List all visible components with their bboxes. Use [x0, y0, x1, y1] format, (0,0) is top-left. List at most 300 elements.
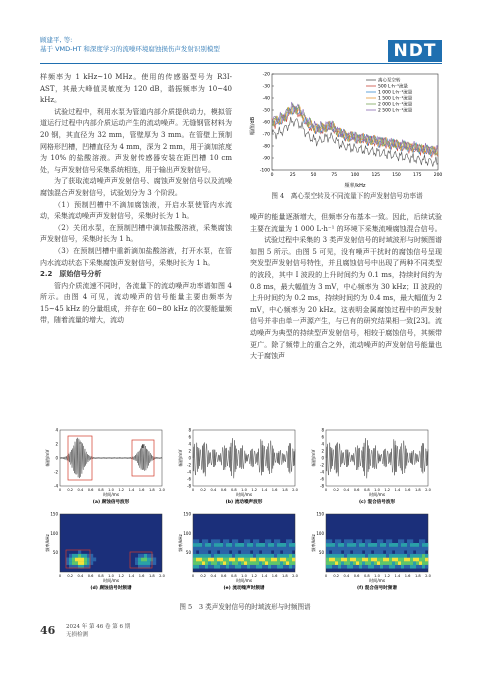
- fig5-spectrogram-cell: [326, 550, 329, 554]
- fig5-spectrogram-cell: [292, 554, 295, 558]
- fig5-spectrogram-cell: [332, 554, 335, 558]
- header-authors: 顾建平, 等:: [40, 36, 73, 44]
- fig5-spectrogram-cell: [283, 554, 286, 558]
- fig5-spectrogram-cell: [416, 565, 419, 569]
- fig5-spectrogram-cell: [250, 565, 253, 569]
- header-rule: [40, 63, 442, 64]
- fig5-spectrogram-cell: [69, 558, 72, 562]
- fig5-ytick-label: 50: [52, 550, 58, 556]
- fig5-spectrogram-cell: [66, 561, 69, 565]
- fig5-spectrogram-cell: [374, 554, 377, 558]
- fig5-ytick-label: 4: [55, 427, 58, 433]
- fig5-xtick-label: 0.8: [363, 488, 370, 492]
- fig5-spectrogram-cell: [410, 558, 413, 562]
- fig5-spectrogram-cell: [410, 547, 413, 551]
- fig5-spectrogram-cell: [223, 547, 226, 551]
- fig5-spectrogram-cell: [229, 565, 232, 569]
- fig5-spectrogram-cell: [359, 561, 362, 565]
- fig5-xtick-label: 1.4: [128, 488, 135, 492]
- fig5-spectrogram-cell: [419, 558, 422, 562]
- fig5-spectrogram-cell: [416, 543, 419, 547]
- fig5-spectrogram-cell: [386, 561, 389, 565]
- fig5-spectrogram-cell: [205, 547, 208, 551]
- fig5-spectrogram-cell: [286, 543, 289, 547]
- fig5-spectrogram-cell: [199, 547, 202, 551]
- fig5-spectrogram-cell: [226, 547, 229, 551]
- fig5-spectrogram-cell: [419, 554, 422, 558]
- fig5-spectrogram-cell: [344, 539, 347, 543]
- fig5-spectrogram-cell: [362, 561, 365, 565]
- fig5-spectrogram-cell: [211, 543, 214, 547]
- fig5-waveform: [193, 438, 295, 478]
- fig5-spectrogram-cell: [274, 561, 277, 565]
- fig5-spectrogram-cell: [368, 539, 371, 543]
- fig5-ytick-label: 6: [321, 434, 324, 440]
- fig5-spectrogram-cell: [256, 565, 259, 569]
- fig5-spectrogram-cell: [425, 543, 428, 547]
- fig5-spectrogram-cell: [347, 554, 350, 558]
- fig5-spectrogram-cell: [344, 554, 347, 558]
- fig5-spectrogram-cell: [368, 554, 371, 558]
- fig5-spectrogram-cell: [347, 565, 350, 569]
- fig5-spectrogram-cell: [211, 565, 214, 569]
- fig5-spectrogram-cell: [268, 547, 271, 551]
- fig5-spectrogram-cell: [217, 554, 220, 558]
- fig5-spectrogram-cell: [66, 558, 69, 562]
- figure-4-power-spectrum: [248, 70, 444, 190]
- fig5-spectrogram-cell: [193, 550, 196, 554]
- fig5-spectrogram-cell: [265, 561, 268, 565]
- fig5-spectrogram-cell: [341, 554, 344, 558]
- fig5-spectrogram-cell: [144, 554, 147, 558]
- fig5-spectrogram-cell: [211, 550, 214, 554]
- fig5-spectrogram-cell: [407, 558, 410, 562]
- fig5-spectrogram-cell: [380, 550, 383, 554]
- fig5-ylabel: 频率/kHz: [311, 534, 316, 552]
- fig5-spectrogram-cell: [217, 547, 220, 551]
- fig5-ytick-label: 4: [321, 441, 324, 447]
- fig5-panel-label: (d) 腐蚀信号时频谱: [90, 586, 132, 591]
- fig5-spectrogram-cell: [413, 565, 416, 569]
- fig5-xtick-label: 0.2: [200, 488, 207, 492]
- fig5-spectrogram-cell: [280, 547, 283, 551]
- figure-4-caption: 图 4 离心泵空转及不同流量下的声发射信号功率谱: [271, 192, 423, 200]
- fig5-spectrogram-cell: [286, 561, 289, 565]
- running-header: [40, 36, 220, 54]
- header-title: 基于 VMD-HT 和深度学习的流噪环境腐蚀损伤声发射识别模型: [40, 45, 220, 53]
- fig5-xtick-label: 1.0: [241, 488, 247, 492]
- fig5-spectrogram-cell: [232, 565, 235, 569]
- fig5-xtick-label: 1.6: [404, 488, 411, 492]
- fig5-spectrogram-cell: [247, 539, 250, 543]
- fig5-xtick-label: 2.0: [159, 574, 165, 578]
- fig5-spectrogram-cell: [362, 565, 365, 569]
- fig5-spectrogram-cell: [344, 565, 347, 569]
- fig5-spectrogram-cell: [223, 561, 226, 565]
- fig5-spectrogram-cell: [398, 554, 401, 558]
- paragraph: 试验过程中，利用水泵为管道内部介质提供动力，模拟管道运行过程中内部介质运动产生的流动噪声。无缝钢管材料为 20 钢，其直径为 32 mm，管壁厚为 3 mm。在管壁上预制网格形凹槽，凹槽直径为 4 mm，深为 2 mm，用于滴加浓度为 10% 的盐酸溶液。声发射传感器安装在距凹槽 10 cm 处，与声发射信号采集系统相连，用于输出声发射信号。: [40, 107, 232, 174]
- fig5-spectrogram-cell: [244, 547, 247, 551]
- fig5-spectrogram-cell: [289, 565, 292, 569]
- fig5-spectrogram-cell: [250, 543, 253, 547]
- fig5-spectrogram-cell: [72, 561, 75, 565]
- fig5-spectrogram-cell: [247, 547, 250, 551]
- fig5-xlabel: 时间/ms: [368, 578, 386, 583]
- fig5-spectrogram-cell: [341, 558, 344, 562]
- fig5-xtick-label: 1.8: [281, 488, 288, 492]
- fig5-xtick-label: 0.2: [333, 574, 340, 578]
- fig5-spectrogram-cell: [84, 558, 87, 562]
- fig4-series-line: [272, 104, 438, 155]
- fig5-spectrogram-cell: [389, 550, 392, 554]
- fig5-spectrogram-cell: [392, 554, 395, 558]
- fig5-ytick-label: 0: [321, 455, 324, 461]
- fig5-spectrogram-cell: [332, 550, 335, 554]
- fig5-spectrogram-cell: [235, 565, 238, 569]
- fig5-xtick-label: 0.6: [220, 574, 227, 578]
- fig5-spectrogram-cell: [386, 565, 389, 569]
- fig5-spectrogram-cell: [416, 554, 419, 558]
- fig5-spectrogram-cell: [214, 543, 217, 547]
- fig4-xtick-label: 125: [371, 173, 381, 178]
- fig5-spectrogram-cell: [262, 554, 265, 558]
- fig5-spectrogram-cell: [425, 547, 428, 551]
- fig5-spectrogram-cell: [404, 565, 407, 569]
- fig5-spectrogram-cell: [362, 543, 365, 547]
- fig5-spectrogram-cell: [226, 543, 229, 547]
- fig5-spectrogram-cell: [407, 561, 410, 565]
- fig5-spectrogram-cell: [244, 554, 247, 558]
- fig5-spectrogram-cell: [235, 558, 238, 562]
- fig4-ytick-label: -50: [262, 108, 270, 114]
- fig5-spectrogram-cell: [407, 554, 410, 558]
- fig5-spectrogram-cell: [407, 543, 410, 547]
- fig5-spectrogram-cell: [199, 561, 202, 565]
- fig5-spectrogram-cell: [353, 561, 356, 565]
- fig5-ytick-label: -8: [187, 483, 191, 489]
- fig5-spectrogram-cell: [329, 543, 332, 547]
- fig5-spectrogram-cell: [193, 547, 196, 551]
- fig5-spectrogram-cell: [238, 547, 241, 551]
- fig5-spectrogram-cell: [214, 558, 217, 562]
- fig5-spectrogram-cell: [205, 550, 208, 554]
- fig5-spectrogram-cell: [386, 558, 389, 562]
- fig5-spectrogram-cell: [401, 561, 404, 565]
- fig5-spectrogram-cell: [377, 539, 380, 543]
- fig5-spectrogram-cell: [280, 565, 283, 569]
- fig5-spectrogram-cell: [341, 547, 344, 551]
- fig5-xtick-label: 1.0: [374, 488, 380, 492]
- fig5-xlabel: 时间/ms: [368, 492, 386, 497]
- fig5-spectrogram-cell: [386, 539, 389, 543]
- fig5-spectrogram-cell: [256, 561, 259, 565]
- figure-5-waveforms-and-spectrograms: [36, 424, 446, 610]
- fig5-spectrogram-cell: [407, 539, 410, 543]
- fig5-spectrogram-cell: [332, 561, 335, 565]
- fig5-spectrogram-cell: [377, 565, 380, 569]
- fig5-spectrogram-cell: [241, 547, 244, 551]
- fig5-spectrogram-cell: [244, 565, 247, 569]
- fig5-spectrogram-cell: [404, 547, 407, 551]
- fig5-spectrogram-cell: [419, 561, 422, 565]
- fig5-spectrogram-cell: [268, 539, 271, 543]
- fig5-spectrogram-cell: [244, 558, 247, 562]
- fig5-ytick-label: 2: [321, 448, 324, 454]
- fig5-spectrogram-cell: [253, 550, 256, 554]
- fig5-xtick-label: 1.0: [108, 488, 114, 492]
- fig5-spectrogram-cell: [326, 565, 329, 569]
- fig5-spectrogram-cell: [220, 550, 223, 554]
- fig5-spectrogram-cell: [404, 554, 407, 558]
- fig5-spectrogram-cell: [262, 550, 265, 554]
- fig5-spectrogram-cell: [401, 558, 404, 562]
- fig5-spectrogram-cell: [416, 561, 419, 565]
- fig5-spectrogram-cell: [383, 565, 386, 569]
- fig5-spectrogram-cell: [392, 561, 395, 565]
- fig5-xtick-label: 0.6: [353, 574, 360, 578]
- fig5-ytick-label: 50: [185, 550, 191, 556]
- fig5-spectrogram-cell: [265, 543, 268, 547]
- fig5-spectrogram-cell: [338, 554, 341, 558]
- fig5-ytick-label: -8: [320, 483, 324, 489]
- fig5-spectrogram-cell: [425, 565, 428, 569]
- fig5-spectrogram-cell: [196, 543, 199, 547]
- fig5-spectrogram-cell: [398, 543, 401, 547]
- fig5-spectrogram-cell: [90, 554, 93, 558]
- fig5-spectrogram-cell: [268, 554, 271, 558]
- fig5-spectrogram-cell: [380, 554, 383, 558]
- fig4-ytick-label: -70: [262, 132, 270, 138]
- fig5-spectrogram-cell: [413, 554, 416, 558]
- fig5-spectrogram-cell: [274, 547, 277, 551]
- fig5-spectrogram-cell: [425, 558, 428, 562]
- fig5-spectrogram-cell: [90, 561, 93, 565]
- fig5-xtick-label: 1.2: [251, 574, 258, 578]
- fig5-xtick-label: 1.4: [128, 574, 135, 578]
- fig5-xtick-label: 2.0: [425, 574, 431, 578]
- fig5-xtick-label: 1.8: [414, 574, 421, 578]
- fig5-spectrogram-cell: [268, 558, 271, 562]
- fig5-spectrogram-cell: [401, 543, 404, 547]
- fig5-xtick-label: 1.6: [404, 574, 411, 578]
- fig5-spectrogram-cell: [229, 547, 232, 551]
- fig5-spectrogram-cell: [220, 547, 223, 551]
- fig5-spectrogram-cell: [374, 547, 377, 551]
- fig5-spectrogram-cell: [202, 561, 205, 565]
- fig5-spectrogram-cell: [238, 565, 241, 569]
- fig4-ytick-label: -80: [262, 144, 270, 150]
- fig5-spectrogram-cell: [238, 558, 241, 562]
- fig5-spectrogram-cell: [398, 565, 401, 569]
- fig5-axes-frame: [326, 430, 428, 486]
- fig5-spectrogram-cell: [196, 565, 199, 569]
- fig5-spectrogram-cell: [274, 539, 277, 543]
- fig5-spectrogram-cell: [280, 554, 283, 558]
- fig5-xlabel: 时间/ms: [235, 578, 253, 583]
- fig5-spectrogram-cell: [383, 558, 386, 562]
- fig5-spectrogram-cell: [199, 565, 202, 569]
- fig5-spectrogram-cell: [84, 554, 87, 558]
- fig5-spectrogram-cell: [368, 543, 371, 547]
- fig5-spectrogram-cell: [244, 550, 247, 554]
- fig5-spectrogram-cell: [268, 543, 271, 547]
- fig5-spectrogram-cell: [247, 550, 250, 554]
- fig5-spectrogram-cell: [238, 561, 241, 565]
- fig5-xtick-label: 0.8: [230, 488, 237, 492]
- fig5-xtick-label: 1.0: [241, 574, 247, 578]
- fig5-spectrogram-cell: [141, 554, 144, 558]
- fig5-spectrogram-cell: [341, 543, 344, 547]
- fig5-spectrogram-cell: [196, 554, 199, 558]
- fig5-spectrogram-cell: [326, 561, 329, 565]
- fig5-spectrogram-cell: [332, 565, 335, 569]
- fig5-spectrogram-cell: [78, 554, 81, 558]
- fig5-xtick-label: 0.6: [220, 488, 227, 492]
- fig5-spectrogram-cell: [283, 543, 286, 547]
- fig5-panel-label: (a) 腐蚀信号波形: [92, 500, 130, 505]
- fig5-spectrogram-cell: [235, 543, 238, 547]
- fig5-spectrogram-cell: [353, 554, 356, 558]
- fig4-legend-label: 2 500 L·h⁻¹流量: [378, 108, 413, 114]
- fig5-spectrogram-cell: [274, 558, 277, 562]
- fig5-spectrogram-cell: [292, 547, 295, 551]
- fig5-spectrogram-cell: [78, 561, 81, 565]
- fig5-spectrogram-cell: [362, 558, 365, 562]
- fig5-spectrogram-cell: [341, 561, 344, 565]
- fig5-ytick-label: 2: [188, 448, 191, 454]
- fig5-spectrogram-cell: [208, 543, 211, 547]
- fig5-spectrogram-cell: [241, 558, 244, 562]
- fig5-spectrogram-cell: [344, 547, 347, 551]
- fig5-spectrogram-cell: [265, 558, 268, 562]
- fig5-spectrogram-cell: [220, 565, 223, 569]
- fig5-spectrogram-cell: [389, 539, 392, 543]
- fig5-spectrogram-cell: [365, 554, 368, 558]
- fig5-spectrogram-cell: [377, 543, 380, 547]
- paragraph: 为了获取流动噪声声发射信号、腐蚀声发射信号以及流噪腐蚀混合声发射信号，试验划分为 3 个阶段。: [40, 177, 232, 197]
- fig5-xtick-label: 1.6: [271, 488, 278, 492]
- fig5-spectrogram-cell: [410, 539, 413, 543]
- fig5-spectrogram-cell: [235, 547, 238, 551]
- fig5-spectrogram-cell: [289, 558, 292, 562]
- fig5-spectrogram-cell: [193, 554, 196, 558]
- fig5-spectrogram-cell: [241, 561, 244, 565]
- fig5-spectrogram-cell: [247, 543, 250, 547]
- fig5-xtick-label: 2.0: [292, 574, 298, 578]
- fig4-xtick-label: 50: [310, 173, 317, 178]
- fig5-spectrogram-cell: [374, 561, 377, 565]
- fig5-waveform: [326, 438, 428, 478]
- paragraph: （3）在预制凹槽中重新滴加盐酸溶液，打开水泵，在管内水流动状态下采集腐蚀声发射信号，采集时长为 1 h。: [40, 246, 232, 267]
- fig5-spectrogram-cell: [232, 554, 235, 558]
- fig5-spectrogram-cell: [211, 547, 214, 551]
- fig5-spectrogram-cell: [277, 550, 280, 554]
- fig5-spectrogram-cell: [419, 550, 422, 554]
- fig5-spectrogram-cell: [280, 561, 283, 565]
- fig5-ytick-label: 4: [188, 441, 191, 447]
- fig5-spectrogram-cell: [253, 558, 256, 562]
- fig5-spectrogram-cell: [407, 550, 410, 554]
- fig5-spectrogram-cell: [259, 565, 262, 569]
- fig5-spectrogram-cell: [344, 558, 347, 562]
- fig5-spectrogram-cell: [344, 543, 347, 547]
- fig5-spectrogram-cell: [371, 561, 374, 565]
- fig4-xtick-label: 100: [350, 173, 360, 178]
- fig5-xtick-label: 0: [324, 488, 328, 492]
- fig5-spectrogram-cell: [81, 561, 84, 565]
- fig5-spectrogram-cell: [208, 565, 211, 569]
- fig5-spectrogram-cell: [374, 550, 377, 554]
- fig5-spectrogram-cell: [217, 558, 220, 562]
- fig5-spectrogram-cell: [407, 565, 410, 569]
- fig5-spectrogram-cell: [289, 550, 292, 554]
- fig5-spectrogram-cell: [217, 543, 220, 547]
- fig5-spectrogram-cell: [247, 558, 250, 562]
- paragraph: 试验过程中采集的 3 类声发射信号的时域波形与时频图谱如图 5 所示。由图 5 可见，没有噪声干扰时的腐蚀信号呈现突发型声发射信号特性，并且腐蚀信号中出现了两种不同类型的波段，其中 I 波段的上升时间约为 0.1 ms，持续时间约为 0.8 ms，最大幅值为 3 mV，中心频率为 30 kHz；II 波段的上升时间约为 0.2 ms，持续时间约为 0.4 ms，最大幅值为 2 mV，中心频率为 20 kHz。这表明金属腐蚀过程中的声发射信号并非由单一声源产生，与已有的研究结果相一致[23]。流动噪声为典型的持续型声发射信号，相较于腐蚀信号，其频带更广。除了频带上的重合之外，流动噪声的声发射信号能量也大于腐蚀声: [250, 236, 442, 361]
- fig5-spectrogram-cell: [389, 547, 392, 551]
- fig5-ytick-label: 150: [183, 511, 191, 517]
- fig5-spectrogram-cell: [401, 539, 404, 543]
- fig5-spectrogram-cell: [286, 565, 289, 569]
- fig5-spectrogram-cell: [220, 554, 223, 558]
- fig5-spectrogram-cell: [202, 539, 205, 543]
- fig4-ytick-label: -100: [259, 168, 270, 174]
- fig5-spectrogram-cell: [75, 554, 78, 558]
- fig5-spectrogram-cell: [335, 543, 338, 547]
- fig5-spectrogram-cell: [413, 561, 416, 565]
- fig5-spectrogram-cell: [401, 550, 404, 554]
- fig4-legend-label: 1 000 L·h⁻¹流量: [378, 90, 413, 96]
- fig5-spectrogram-cell: [350, 547, 353, 551]
- fig5-spectrogram-cell: [410, 550, 413, 554]
- fig5-spectrogram-cell: [365, 547, 368, 551]
- fig5-spectrogram-cell: [335, 561, 338, 565]
- fig5-xtick-label: 0.4: [343, 488, 350, 492]
- fig5-spectrogram-cell: [413, 543, 416, 547]
- fig5-spectrogram-cell: [241, 543, 244, 547]
- fig5-spectrogram-cell: [253, 554, 256, 558]
- fig5-xtick-label: 0.6: [87, 488, 94, 492]
- fig5-xtick-label: 1.2: [118, 574, 125, 578]
- fig5-spectrogram-cell: [292, 561, 295, 565]
- fig5-spectrogram-cell: [262, 543, 265, 547]
- fig5-spectrogram-cell: [241, 565, 244, 569]
- fig5-spectrogram-cell: [223, 554, 226, 558]
- fig5-spectrogram-cell: [347, 543, 350, 547]
- fig5-spectrogram-cell: [326, 554, 329, 558]
- fig5-spectrogram-cell: [235, 561, 238, 565]
- fig5-spectrogram-cell: [386, 547, 389, 551]
- fig5-xtick-label: 0.4: [77, 574, 84, 578]
- fig5-spectrogram-cell: [371, 547, 374, 551]
- fig5-spectrogram-cell: [350, 554, 353, 558]
- fig5-xtick-label: 1.2: [384, 488, 391, 492]
- fig5-xtick-label: 1.0: [108, 574, 114, 578]
- fig5-spectrogram-cell: [362, 554, 365, 558]
- fig5-spectrogram-cell: [344, 550, 347, 554]
- fig5-spectrogram-cell: [147, 554, 150, 558]
- fig5-spectrogram-cell: [401, 547, 404, 551]
- fig5-spectrogram-cell: [214, 550, 217, 554]
- fig5-spectrogram-cell: [395, 561, 398, 565]
- fig5-spectrogram-cell: [380, 561, 383, 565]
- fig5-spectrogram-cell: [232, 558, 235, 562]
- fig5-region-label: I: [79, 441, 81, 446]
- fig5-spectrogram-cell: [286, 547, 289, 551]
- fig5-spectrogram-cell: [220, 561, 223, 565]
- fig5-spectrogram-cell: [138, 561, 141, 565]
- fig5-spectrogram-cell: [208, 547, 211, 551]
